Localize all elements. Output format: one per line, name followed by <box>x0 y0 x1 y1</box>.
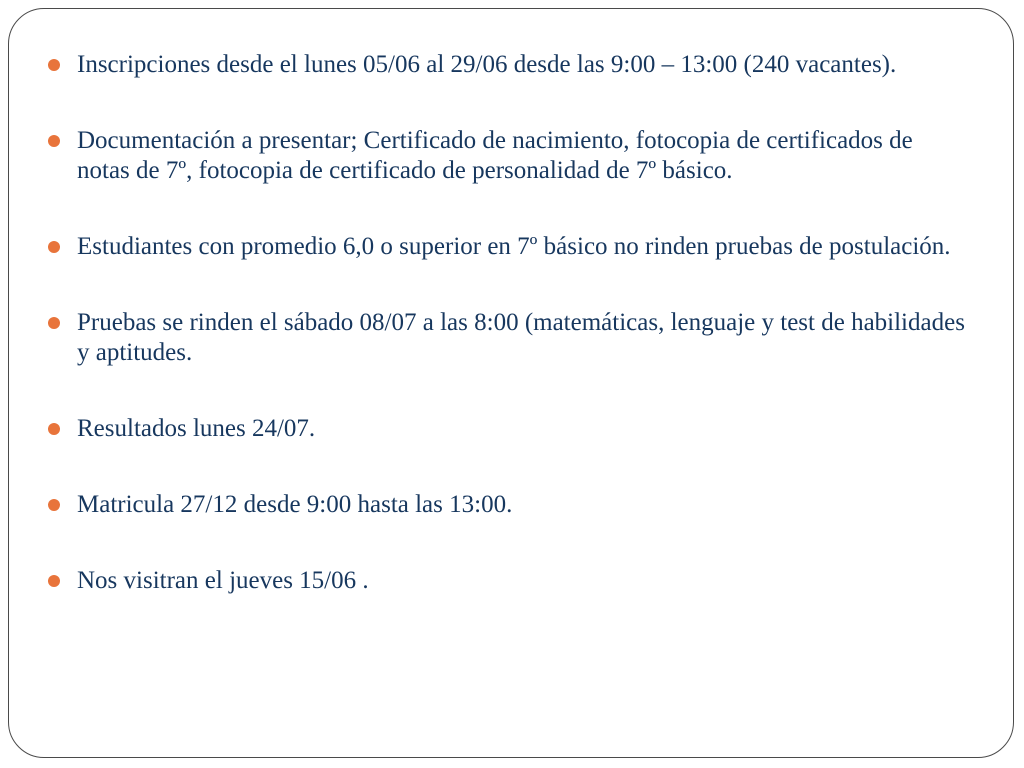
bullet-icon <box>48 317 60 329</box>
bullet-text: Documentación a presentar; Certificado de nacimiento, fotocopia de certificados de notas de 7º, fotocopia de certificado de personalidad de 7º básico. <box>77 127 913 184</box>
bullet-item-results <box>48 414 968 444</box>
bullet-text: Matricula 27/12 desde 9:00 hasta las 13:00. <box>77 491 513 518</box>
bullet-item-visit <box>48 566 968 596</box>
bullet-item-registration <box>48 50 968 80</box>
bullet-icon <box>48 575 60 587</box>
bullet-icon <box>48 423 60 435</box>
bullet-text: Estudiantes con promedio 6,0 o superior en 7º básico no rinden pruebas de postulación. <box>77 233 951 260</box>
bullet-icon <box>48 241 60 253</box>
bullet-list <box>48 50 968 596</box>
bullet-item-enrollment <box>48 490 968 520</box>
bullet-item-average <box>48 232 968 262</box>
bullet-icon <box>48 135 60 147</box>
bullet-icon <box>48 499 60 511</box>
bullet-text: Inscripciones desde el lunes 05/06 al 29/06 desde las 9:00 – 13:00 (240 vacantes). <box>77 51 897 78</box>
bullet-text: Resultados lunes 24/07. <box>77 415 316 442</box>
bullet-icon <box>48 59 60 71</box>
bullet-text: Nos visitran el jueves 15/06 . <box>77 567 369 594</box>
bullet-item-documents <box>48 126 968 186</box>
bullet-text: Pruebas se rinden el sábado 08/07 a las 8:00 (matemáticas, lenguaje y test de habilidades y aptitudes. <box>77 309 965 366</box>
bullet-item-tests <box>48 308 968 368</box>
